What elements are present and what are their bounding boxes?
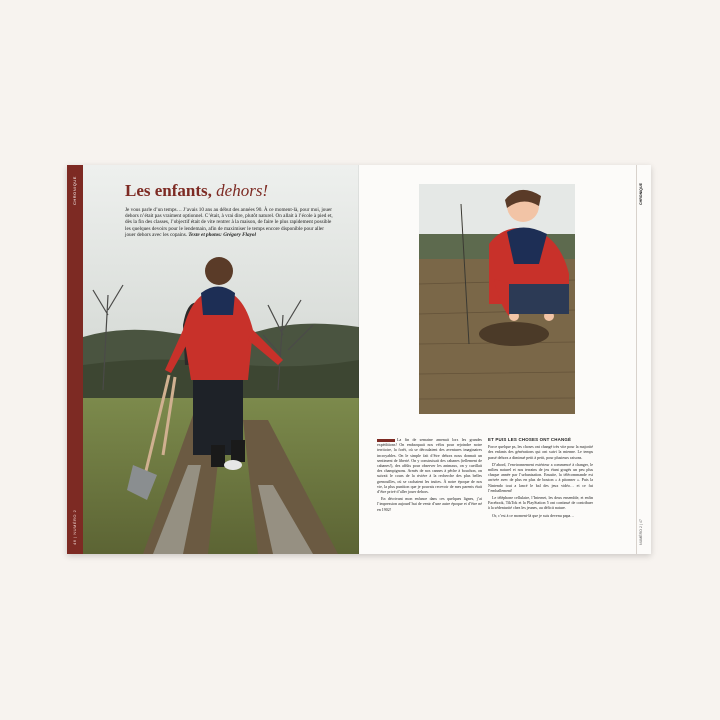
page-number: 47: [639, 519, 643, 524]
page-number: 46: [72, 539, 77, 545]
article-column-2: [488, 437, 593, 520]
author-credit: Texte et photos: Grégory Flayol: [188, 231, 256, 238]
paragraph-rule: [377, 439, 395, 442]
article-headline: [125, 181, 268, 201]
article-column-1: [377, 437, 482, 514]
section-color-strip: [67, 165, 83, 554]
boy-digging-photo: [419, 184, 575, 414]
left-page: [67, 165, 359, 554]
paragraph: En décrivant mon enfance dans ces quelques lignes, j’ai l’impression aujourd’hui de venir d’une autre époque et d’être né en 1902!: [377, 496, 482, 512]
right-page: [359, 165, 651, 554]
issue-number: NUMÉRO 2: [72, 509, 77, 535]
section-subheading: ET PUIS LES CHOSES ONT CHANGÉ: [488, 437, 572, 442]
magazine-spread: [67, 165, 651, 554]
page-folio-right: NUMÉRO 2 | 47: [639, 519, 643, 545]
paragraph: Force quelque ps, les choses ont changé très vite pour la majorité des enfants des générations qui ont suivi la mienne. Le temps passé dehors a diminué petit à petit, pour plusieurs raisons.: [488, 444, 593, 460]
article-intro: [125, 207, 335, 238]
paragraph: Le téléphone cellulaire, l’Internet, les deux ensemble, et enfin Facebook, TikTok et la PlayStation 5 ont continué de contribuer à la sédentarité chez les jeunes, au déficit nature.: [488, 495, 593, 511]
paragraph: La fin de semaine amenait lors les grandes expéditions! On embarquait nos vélos pour rejoindre notre territoire, la forêt, où se déroulaient des aventures imaginaires incroyables. On le simple fait d’être dehors nous donnait un sentiment de liberté. On y construisait des cabanes (tellement de cabanes!), des affûts pour observer les animaux, on y cueillait des champignons. Armés de nos cannes à pêche à bouchon, on suivait le cours de la rivière à la recherche des plus belles grenouilles, où se cachaient les truites. À notre époque de nos vie, la plus punition que je pouvais recevoir de mes parents était d’être privé d’aller jouer dehors.: [377, 437, 482, 495]
paragraph: D’abord, l’environnement extérieur a commencé à changer, le milieu naturel et nos terrains de jeu étant grugés un peu plus chaque année par l’urbanisation. Ensuite, la télécommande est arrivée avec de plus en plus de bouton « à pitonner ». Puis la Nintendo tout a lancé le bal des jeux vidéo… et ce fut l’emballement!: [488, 461, 593, 493]
section-label: CHRONIQUE: [72, 176, 77, 205]
issue-number: NUMÉRO 2: [639, 526, 643, 545]
margin-rule: [636, 165, 637, 554]
intro-text: Je vous parle d’un temps… J’avais 10 ans au début des années 90. À ce moment-là, pour moi, jouer dehors n’était pas vraiment optionnel. C’était, à vrai dire, plutôt naturel. On allait à l’école à pied et, dès la fin des classes, l’objectif était de vite rentrer à la maison, de faire le plus rapidement possible les quelques devoirs pour le lendemain, afin de maximiser le temps encore disponible pour aller jouer dehors avec les copains.: [125, 207, 333, 238]
section-label-right: CHRONIQUE: [639, 183, 643, 205]
headline-italic: dehors!: [216, 181, 269, 200]
page-folio: 46 | NUMÉRO 2: [72, 509, 77, 545]
paragraph: Or, c’est à ce moment-là que je suis devenu papa…: [492, 512, 575, 518]
headline-main: Les enfants,: [125, 181, 217, 200]
